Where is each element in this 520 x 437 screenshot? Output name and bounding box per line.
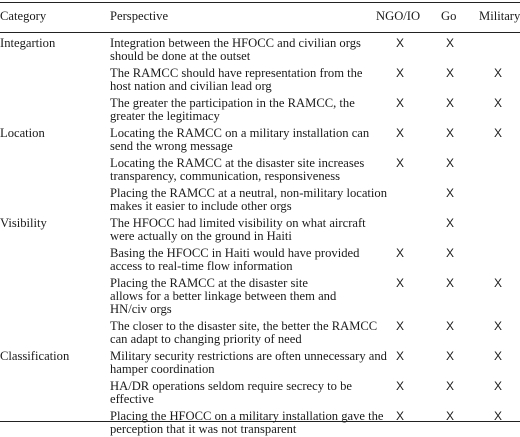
perspective-line: can adapt to changing priority of need [110,332,302,347]
mark-military: X [493,409,502,424]
row-perspective [110,186,388,214]
header-military: Military [479,9,520,23]
mark-go: X [445,216,454,230]
row-perspective [110,277,375,317]
row-perspective [110,319,378,347]
perspective-line: hamper coordination [110,362,215,377]
perspective-line: Integration between the HFOCC and civilian orgs [110,36,361,50]
mark-military: X [493,319,502,334]
perspective-line: Military security restrictions are often unnecessary and [110,349,387,364]
mark-ngo-io: X [395,409,404,424]
perspective-line: greater the legitimacy [110,109,220,124]
mark-go: X [445,246,454,260]
mark-ngo-io: X [395,36,404,50]
mark-go: X [445,156,454,170]
perspective-line: transparency, communication, responsiveness [110,169,341,184]
mark-military: X [493,379,502,394]
mark-ngo-io: X [395,126,404,140]
header-perspective: Perspective [110,9,169,23]
header-go: Go [441,9,457,23]
mark-military: X [493,96,502,110]
row-perspective [110,247,375,273]
perspective-line: perception that it was not transparent [110,422,297,437]
mark-military: X [493,66,502,80]
row-perspective [110,127,375,153]
header-category: Category [0,9,47,23]
perspective-line: The closer to the disaster site, the better the RAMCC [110,319,378,334]
perspective-line: access to real-time flow information [110,259,293,274]
perspective-line: The greater the participation in the RAMCC, the [110,96,355,110]
mark-ngo-io: X [395,379,404,394]
perspective-line: HN/civ orgs [110,302,172,317]
mark-go: X [445,319,454,334]
perspective-line: Placing the HFOCC on a military installation gave the [110,409,384,424]
perspective-line: The RAMCC should have representation from the [110,66,363,80]
mark-ngo-io: X [395,349,404,364]
perspective-line: The HFOCC had limited visibility on what aircraft [110,216,366,230]
mark-go: X [445,126,454,140]
row-perspective [110,157,375,183]
perspective-line: allows for a better linkage between them and [110,289,337,304]
perspective-line: makes it easier to include other orgs [110,199,292,214]
row-perspective [110,67,375,93]
perspective-line: Basing the HFOCC in Haiti would have provided [110,246,360,260]
mark-military: X [493,126,502,140]
bottom-rule [0,421,520,422]
mark-go: X [445,66,454,80]
header-ngo-io: NGO/IO [376,9,421,23]
header-rule [0,32,520,33]
row-perspective [110,409,384,437]
mark-ngo-io: X [395,276,404,290]
mark-ngo-io: X [395,246,404,260]
row-category: Integartion [0,36,56,50]
row-category: Location [0,126,45,140]
perspective-line: Locating the RAMCC at the disaster site increases [110,156,365,170]
perspective-line: effective [110,392,154,407]
perspective-line: host nation and civilian lead org [110,79,272,94]
mark-ngo-io: X [395,319,404,334]
row-category: Visibility [0,216,47,230]
mark-ngo-io: X [395,96,404,110]
perspective-line: Locating the RAMCC on a military installation can [110,126,370,140]
perspective-line: Placing the RAMCC at a neutral, non-military location [110,186,388,200]
mark-go: X [445,409,454,424]
mark-go: X [445,379,454,394]
mark-go: X [445,36,454,50]
perspective-line: Placing the RAMCC at the disaster site [110,276,308,290]
row-perspective [110,349,387,377]
mark-go: X [445,186,454,200]
mark-ngo-io: X [395,66,404,80]
perspective-line: HA/DR operations seldom require secrecy to be [110,379,353,394]
mark-go: X [445,276,454,290]
mark-military: X [493,349,502,364]
perspective-line: send the wrong message [110,139,233,154]
row-perspective [110,37,375,63]
mark-military: X [493,276,502,290]
perspective-line: were actually on the ground in Haiti [110,229,292,244]
top-rule [0,2,520,3]
perspective-line: should be done at the outset [110,49,251,64]
mark-go: X [445,349,454,364]
mark-ngo-io: X [395,156,404,170]
row-perspective [110,217,375,243]
row-perspective [110,380,375,406]
row-category: Classification [0,349,70,364]
row-perspective [110,97,375,123]
mark-go: X [445,96,454,110]
